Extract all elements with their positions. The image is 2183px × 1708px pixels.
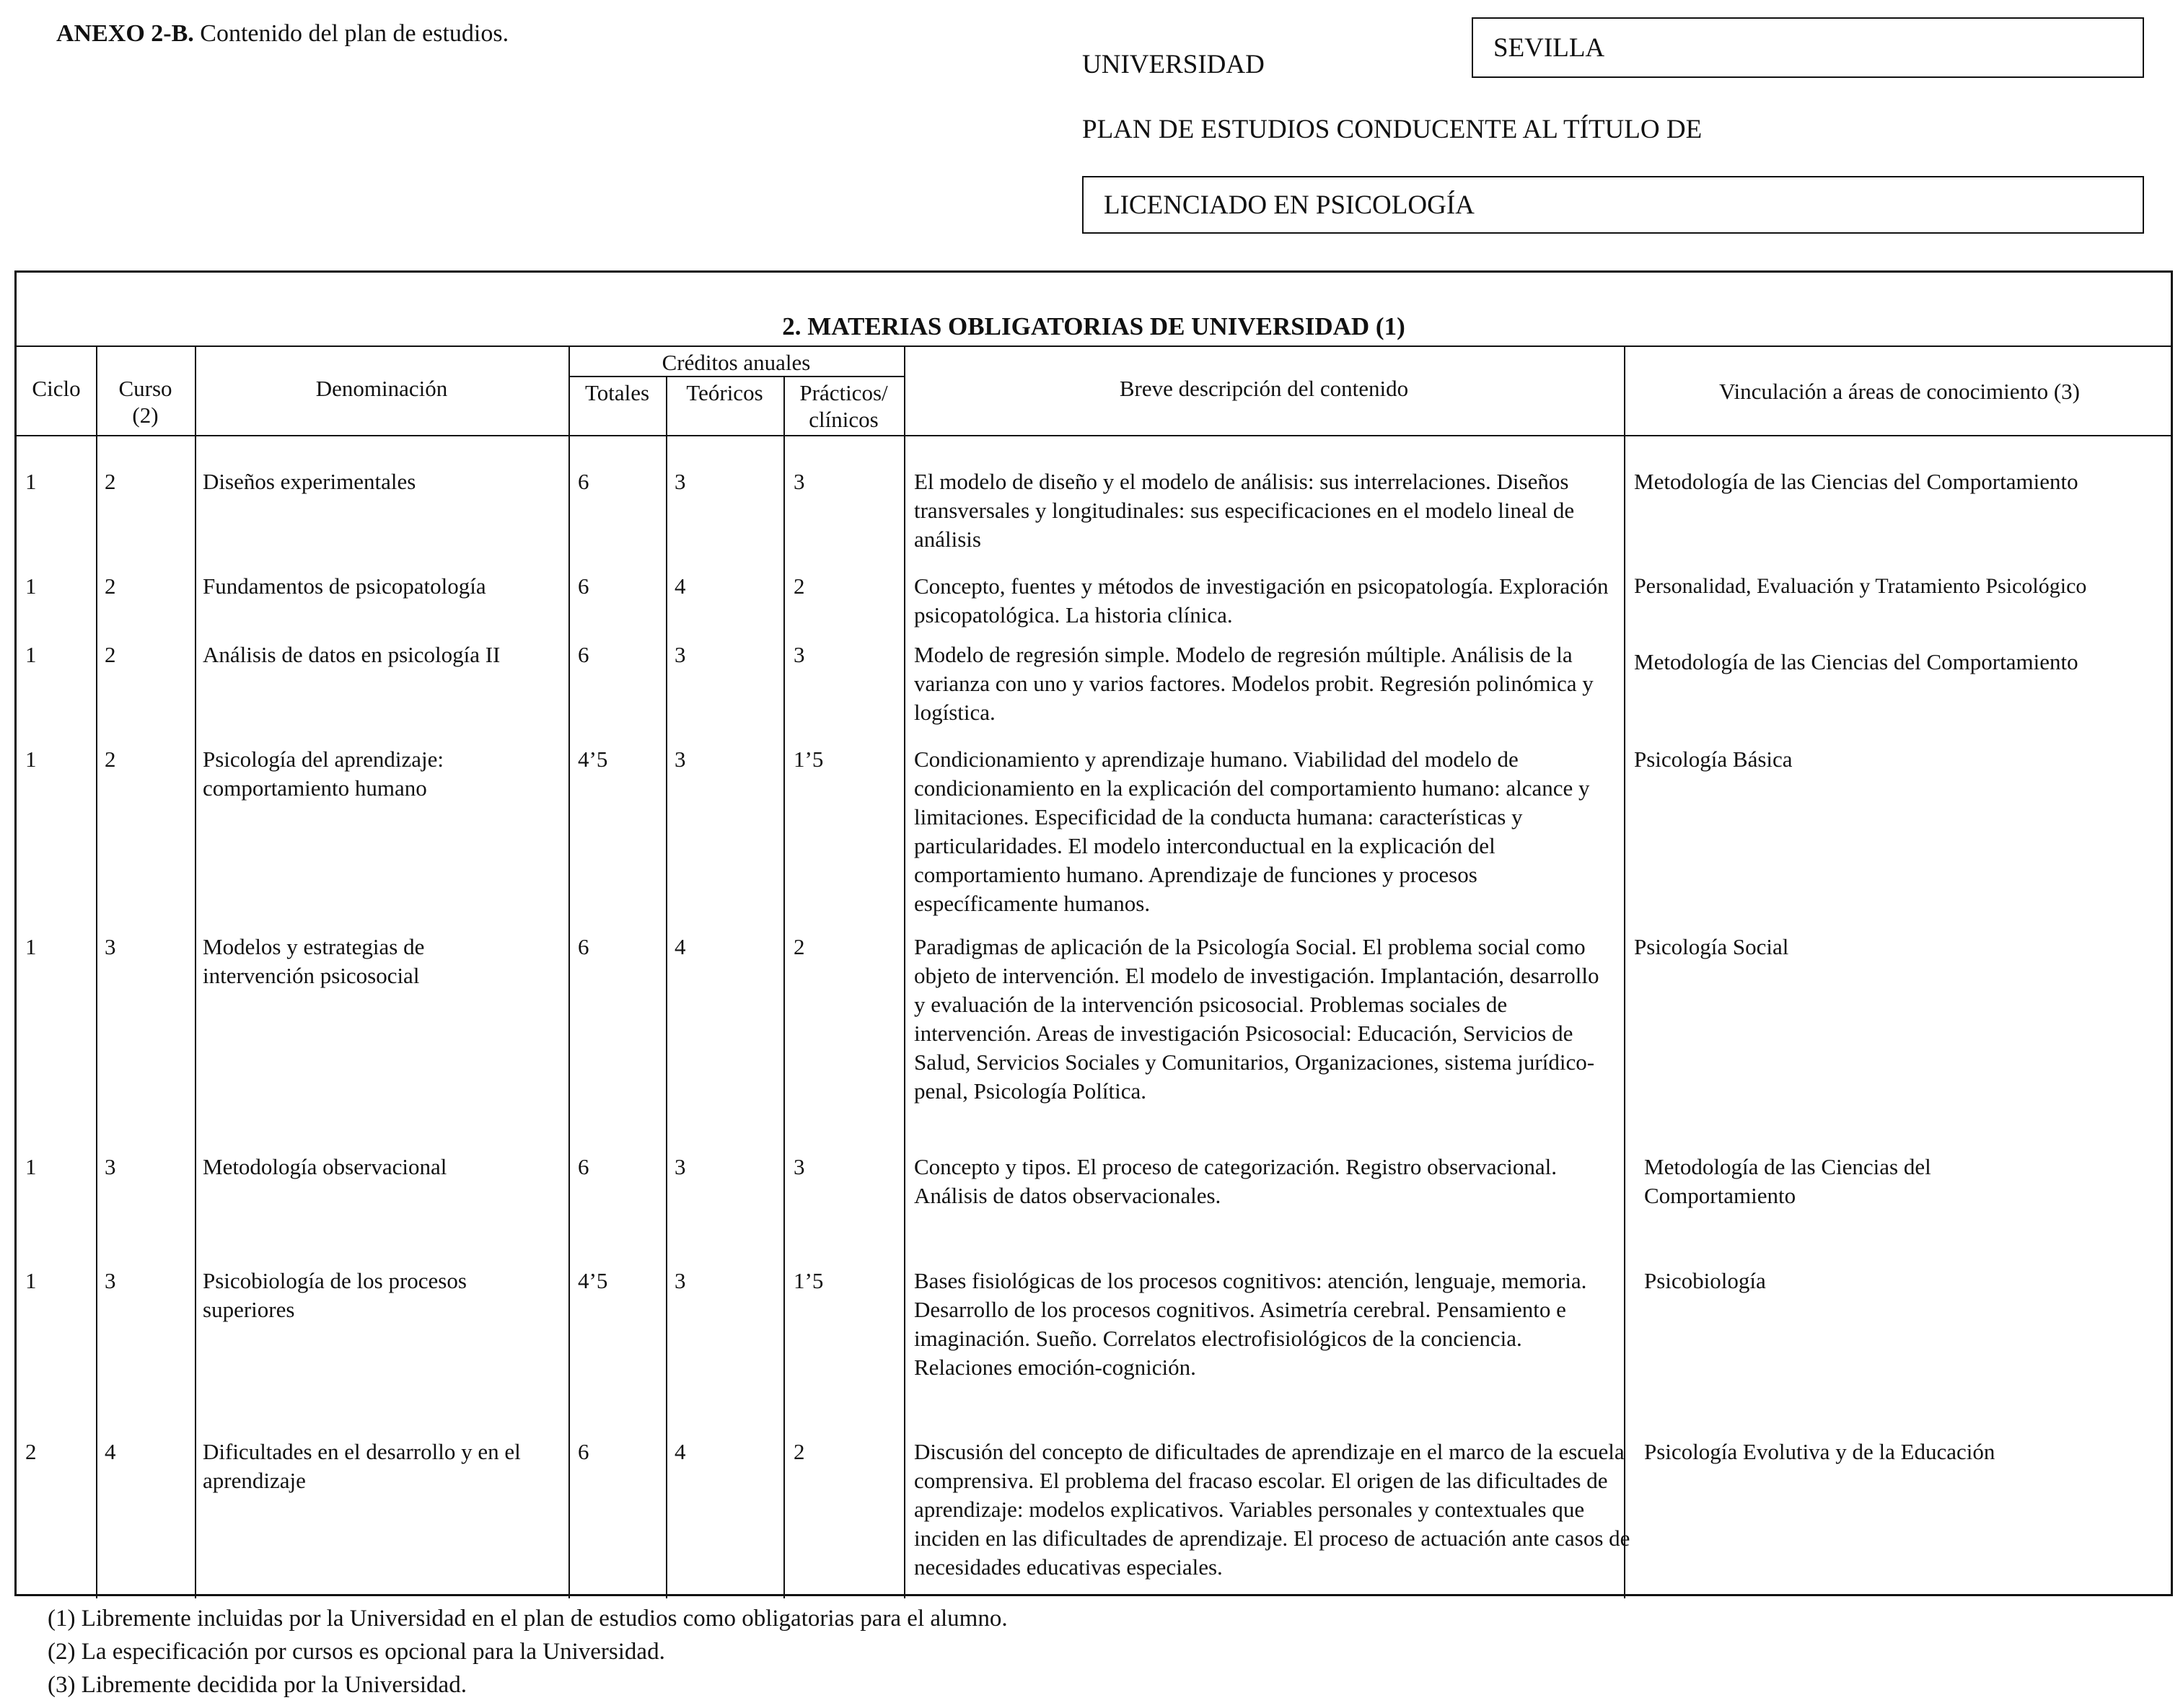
row3-descripcion: Modelo de regresión simple. Modelo de regresión múltiple. Análisis de la varianza con uno y varios factores. Modelos probit. Regresión polinómica y logística.: [914, 642, 1594, 725]
row7-practicos: 1’5: [794, 1268, 824, 1293]
row7-denominacion: Psicobiología de los procesos superiores: [203, 1268, 467, 1322]
row6-curso: 3: [105, 1154, 116, 1179]
col-creditos: Créditos anuales: [662, 350, 811, 375]
row1-teoricos: 3: [675, 469, 686, 494]
row8-vinculacion: Psicología Evolutiva y de la Educación: [1644, 1439, 1995, 1464]
col-practicos-label: Prácticos/: [799, 380, 888, 405]
row1-vinculacion: Metodología de las Ciencias del Comportamiento: [1634, 469, 2078, 494]
row2-ciclo: 1: [25, 573, 37, 599]
university-box: [1472, 17, 2144, 78]
row7-vinculacion: Psicobiología: [1644, 1268, 1766, 1293]
row5-denominacion: Modelos y estrategias de intervención psicosocial: [203, 934, 425, 988]
col-rule-2: [195, 347, 196, 1598]
col-clinicos-label: clínicos: [809, 407, 879, 432]
row4-practicos: 1’5: [794, 747, 824, 772]
degree-box: [1082, 176, 2144, 234]
col-curso: [96, 375, 195, 428]
row3-denominacion: Análisis de datos en psicología II: [203, 642, 501, 667]
row7-descripcion: Bases fisiológicas de los procesos cognitivos: atención, lenguaje, memoria. Desarrollo de los procesos cognitivos. Asimetría cerebral. Pensamiento e imaginación. Sueño. Correlatos electrofisiológicos de la conciencia. Relaciones emoción-cognición.: [914, 1268, 1587, 1380]
row7-totales: 4’5: [578, 1268, 608, 1293]
row5-ciclo: 1: [25, 934, 37, 959]
col-rule-1: [96, 347, 97, 1598]
row5-descripcion: Paradigmas de aplicación de la Psicología Social. El problema social como objeto de intervención. El modelo de investigación. Implantación, desarrollo y evaluación de la intervención psicosocial. Problemas sociales de intervención. Areas de investigación Psicosocial: Educación, Servicios de Salud, Servicios Sociales y Comunitarios, Organizaciones, sistema jurídico-penal, Psicología Política.: [914, 934, 1599, 1104]
row1-curso: 2: [105, 469, 116, 494]
row6-teoricos: 3: [675, 1154, 686, 1179]
degree-value: LICENCIADO EN PSICOLOGÍA: [1104, 190, 1475, 220]
col-totales: Totales: [584, 380, 650, 405]
col-practicos: [783, 379, 904, 433]
row3-teoricos: 3: [675, 642, 686, 667]
col-rule-6: [904, 347, 905, 1598]
row5-practicos: 2: [794, 934, 805, 959]
row3-practicos: 3: [794, 642, 805, 667]
row8-denominacion: Dificultades en el desarrollo y en el aprendizaje: [203, 1439, 521, 1493]
row4-denominacion: Psicología del aprendizaje: comportamiento humano: [203, 747, 444, 801]
row2-vinculacion: Personalidad, Evaluación y Tratamiento Psicológico: [1634, 574, 2087, 598]
table-title: 2. MATERIAS OBLIGATORIAS DE UNIVERSIDAD (1): [17, 273, 2171, 347]
annex-label: ANEXO 2-B.: [56, 20, 194, 47]
col-denominacion: Denominación: [315, 376, 448, 401]
row2-curso: 2: [105, 573, 116, 599]
annex-caption: Contenido del plan de estudios.: [193, 20, 509, 47]
row8-totales: 6: [578, 1439, 589, 1464]
col-ciclo: Ciclo: [32, 376, 81, 401]
university-value: SEVILLA: [1493, 32, 1605, 63]
row2-denominacion: Fundamentos de psicopatología: [203, 573, 486, 599]
university-label: UNIVERSIDAD: [1082, 50, 1265, 79]
row5-curso: 3: [105, 934, 116, 959]
row2-practicos: 2: [794, 573, 805, 599]
row3-vinculacion: Metodología de las Ciencias del Comportamiento: [1634, 649, 2078, 674]
subjects-table: [14, 270, 2173, 1596]
credits-subheader-rule: [568, 376, 904, 377]
col-curso-note: (2): [132, 402, 159, 428]
row4-descripcion: Condicionamiento y aprendizaje humano. Viabilidad del modelo de condicionamiento en la explicación del comportamiento humano: alcance y limitaciones. Especificidad de la conducta humana: características y particularidades. El modelo interconductual en la explicación del comportamiento humano. Aprendizaje de funciones y procesos específicamente humanos.: [914, 747, 1590, 916]
col-rule-7: [1624, 347, 1625, 1598]
row5-teoricos: 4: [675, 934, 686, 959]
footnote-1: (1) Libremente incluidas por la Universidad en el plan de estudios como obligatorias para el alumno.: [48, 1606, 1008, 1632]
row8-ciclo: 2: [25, 1439, 37, 1464]
row5-totales: 6: [578, 934, 589, 959]
footnote-2: (2) La especificación por cursos es opcional para la Universidad.: [48, 1639, 665, 1665]
footnote-3: (3) Libremente decidida por la Universidad.: [48, 1672, 467, 1698]
row1-practicos: 3: [794, 469, 805, 494]
row4-ciclo: 1: [25, 747, 37, 772]
row2-descripcion: Concepto, fuentes y métodos de investigación en psicopatología. Exploración psicopatológica. La historia clínica.: [914, 573, 1609, 628]
col-curso-label: Curso: [118, 376, 172, 401]
row6-ciclo: 1: [25, 1154, 37, 1179]
row8-practicos: 2: [794, 1439, 805, 1464]
row4-totales: 4’5: [578, 747, 608, 772]
row7-ciclo: 1: [25, 1268, 37, 1293]
row8-curso: 4: [105, 1439, 116, 1464]
row3-curso: 2: [105, 642, 116, 667]
col-teoricos: Teóricos: [686, 380, 763, 405]
row4-curso: 2: [105, 747, 116, 772]
row8-teoricos: 4: [675, 1439, 686, 1464]
col-rule-5: [783, 376, 785, 1598]
row6-practicos: 3: [794, 1154, 805, 1179]
row2-teoricos: 4: [675, 573, 686, 599]
plan-label: PLAN DE ESTUDIOS CONDUCENTE AL TÍTULO DE: [1082, 115, 1703, 144]
row3-totales: 6: [578, 642, 589, 667]
col-rule-4: [666, 376, 667, 1598]
row7-curso: 3: [105, 1268, 116, 1293]
row1-totales: 6: [578, 469, 589, 494]
col-vinculacion: Vinculación a áreas de conocimiento (3): [1719, 379, 2080, 404]
row6-descripcion: Concepto y tipos. El proceso de categorización. Registro observacional. Análisis de datos observacionales.: [914, 1154, 1557, 1208]
row6-totales: 6: [578, 1154, 589, 1179]
col-descripcion: Breve descripción del contenido: [1119, 376, 1409, 401]
header-bottom-rule: [17, 435, 2171, 436]
row7-teoricos: 3: [675, 1268, 686, 1293]
row2-totales: 6: [578, 573, 589, 599]
col-rule-3: [568, 347, 570, 1598]
row1-descripcion: El modelo de diseño y el modelo de análisis: sus interrelaciones. Diseños transversales y longitudinales: sus especificaciones en el modelo lineal de análisis: [914, 469, 1575, 552]
row8-descripcion: Discusión del concepto de dificultades de aprendizaje en el marco de la escuela comprensiva. El problema del fracaso escolar. El origen de las dificultades de aprendizaje: modelos explicativos. Variables personales y contextuales que inciden en las dificultades de aprendizaje. El proceso de actuación ante casos de necesidades educativas especiales.: [914, 1439, 1630, 1580]
row6-denominacion: Metodología observacional: [203, 1154, 447, 1179]
row4-vinculacion: Psicología Básica: [1634, 747, 1793, 772]
row4-teoricos: 3: [675, 747, 686, 772]
row3-ciclo: 1: [25, 642, 37, 667]
annex-title: [56, 20, 509, 48]
row1-ciclo: 1: [25, 469, 37, 494]
row1-denominacion: Diseños experimentales: [203, 469, 416, 494]
row5-vinculacion: Psicología Social: [1634, 934, 1789, 959]
row6-vinculacion: Metodología de las Ciencias del Comportamiento: [1644, 1154, 1931, 1208]
